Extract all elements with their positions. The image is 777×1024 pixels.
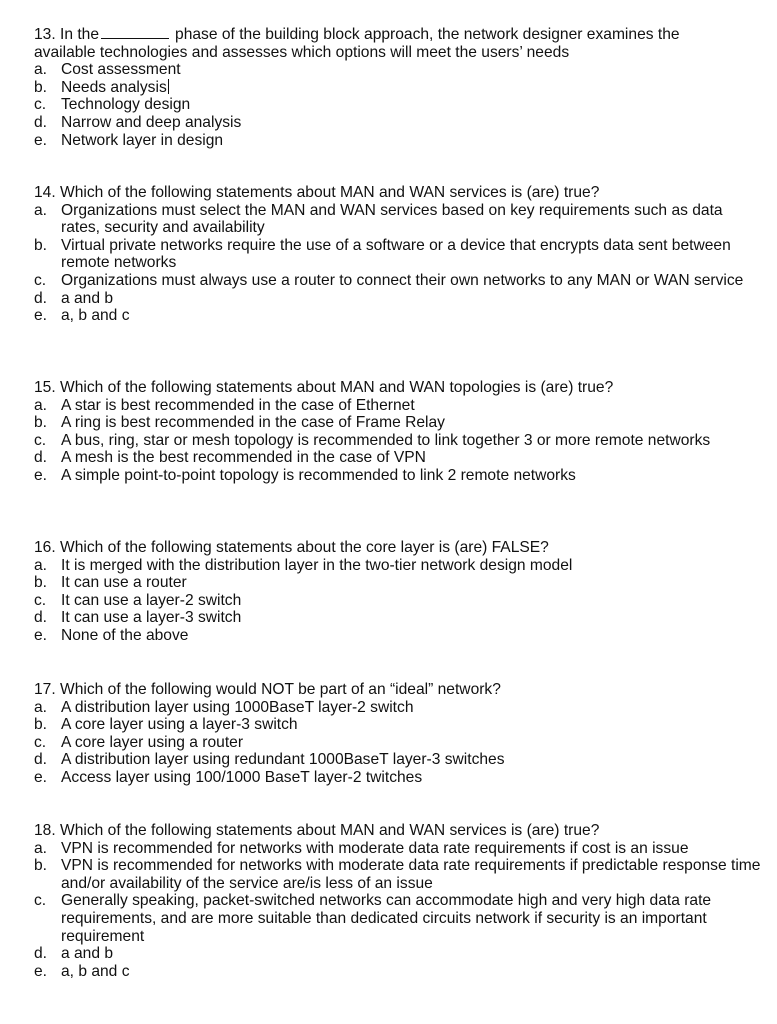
option-list	[34, 397, 764, 485]
question-stem: 14. Which of the following statements about MAN and WAN services is (are) true?	[34, 184, 600, 201]
option-text: It is merged with the distribution layer in the two-tier network design model	[61, 556, 573, 574]
option-text: Network layer in design	[61, 131, 224, 149]
question-14	[34, 184, 764, 325]
option-letter: c.	[34, 96, 47, 114]
option-letter: c.	[34, 733, 47, 751]
option-list	[34, 840, 764, 981]
option-e	[34, 769, 764, 787]
option-e	[34, 132, 764, 150]
answer-blank	[101, 25, 169, 39]
option-letter: e.	[34, 131, 48, 149]
option-d	[34, 290, 764, 308]
option-letter: b.	[34, 414, 48, 432]
option-list	[34, 202, 764, 325]
question-16	[34, 539, 764, 645]
option-a	[34, 557, 764, 575]
option-text: a, b and c	[61, 307, 130, 325]
option-letter: e.	[34, 962, 48, 980]
option-letter: a.	[34, 839, 48, 857]
option-text: VPN is recommended for networks with moderate data rate requirements if cost is an issue	[61, 839, 689, 857]
option-letter: c.	[34, 892, 47, 910]
option-text: a and b	[61, 289, 114, 307]
option-letter: c.	[34, 431, 47, 449]
option-a	[34, 699, 764, 717]
option-b	[34, 414, 764, 432]
question-18	[34, 822, 764, 980]
option-e	[34, 467, 764, 485]
option-letter: d.	[34, 751, 48, 769]
option-text: None of the above	[61, 626, 189, 644]
option-text: Cost assessment	[61, 61, 181, 79]
option-text: A star is best recommended in the case of Ethernet	[61, 396, 415, 414]
option-text: a and b	[61, 945, 114, 963]
option-list	[34, 699, 764, 787]
option-letter: c.	[34, 271, 47, 289]
question-stem-continued: available technologies and assesses which options will meet the users’ needs	[34, 43, 570, 61]
option-letter: b.	[34, 857, 48, 875]
option-e	[34, 963, 764, 981]
option-letter: d.	[34, 945, 48, 963]
option-a	[34, 202, 764, 237]
option-letter: e.	[34, 466, 48, 484]
option-text-value: Needs analysis	[61, 78, 167, 96]
option-text: VPN is recommended for networks with moderate data rate requirements if predictable response time and/or availability of the service are/is less of an issue	[61, 857, 761, 892]
option-text: A core layer using a layer-3 switch	[61, 716, 298, 734]
question-stem: 15. Which of the following statements about MAN and WAN topologies is (are) true?	[34, 379, 614, 396]
option-text: A simple point-to-point topology is recommended to link 2 remote networks	[61, 466, 576, 484]
question-13	[34, 25, 764, 149]
option-letter: a.	[34, 698, 48, 716]
text-cursor	[168, 79, 169, 94]
option-c	[34, 272, 764, 290]
option-b	[34, 237, 764, 272]
question-stem	[34, 25, 764, 44]
option-d	[34, 609, 764, 627]
option-b	[34, 574, 764, 592]
option-text: Technology design	[61, 96, 191, 114]
option-b	[34, 716, 764, 734]
option-letter: e.	[34, 626, 48, 644]
option-text: A core layer using a router	[61, 733, 244, 751]
option-letter: b.	[34, 78, 48, 96]
option-text: It can use a layer-3 switch	[61, 609, 242, 627]
option-text: Generally speaking, packet-switched networks can accommodate high and very high data rate requirements, and are more suitable than dedicated circuits network if security is an important requirement	[61, 892, 712, 945]
option-c	[34, 892, 764, 945]
option-a	[34, 61, 764, 79]
option-text: Organizations must select the MAN and WAN services based on key requirements such as data rates, security and availability	[61, 201, 723, 237]
option-text: Narrow and deep analysis	[61, 113, 242, 131]
option-d	[34, 449, 764, 467]
option-text: A distribution layer using redundant 1000BaseT layer-3 switches	[61, 751, 505, 769]
option-letter: d.	[34, 113, 48, 131]
option-a	[34, 840, 764, 858]
option-d	[34, 751, 764, 769]
option-letter: b.	[34, 574, 48, 592]
stem-text: 13. In the	[34, 26, 100, 43]
option-letter: a.	[34, 201, 48, 219]
option-text: It can use a layer-2 switch	[61, 591, 242, 609]
option-letter: d.	[34, 289, 48, 307]
option-c	[34, 592, 764, 610]
option-letter: d.	[34, 449, 48, 467]
option-letter: d.	[34, 609, 48, 627]
option-letter: a.	[34, 61, 48, 79]
option-text	[61, 79, 764, 97]
option-letter: a.	[34, 556, 48, 574]
option-text: Virtual private networks require the use of a software or a device that encrypts data sent between remote networks	[61, 236, 731, 272]
option-a	[34, 397, 764, 415]
option-letter: a.	[34, 396, 48, 414]
option-letter: b.	[34, 236, 48, 254]
option-text: A mesh is the best recommended in the case of VPN	[61, 449, 426, 467]
option-text: It can use a router	[61, 574, 187, 592]
option-text: A distribution layer using 1000BaseT layer-2 switch	[61, 698, 414, 716]
option-text: a, b and c	[61, 962, 130, 980]
option-letter: c.	[34, 591, 47, 609]
option-letter: b.	[34, 716, 48, 734]
option-text: A bus, ring, star or mesh topology is recommended to link together 3 or more remote networks	[61, 431, 711, 449]
question-stem: 18. Which of the following statements about MAN and WAN services is (are) true?	[34, 822, 600, 839]
option-d	[34, 114, 764, 132]
option-letter: e.	[34, 768, 48, 786]
question-17	[34, 681, 764, 787]
option-c	[34, 96, 764, 114]
option-c	[34, 432, 764, 450]
option-e	[34, 627, 764, 645]
option-e	[34, 307, 764, 325]
question-15	[34, 379, 764, 485]
stem-text: phase of the building block approach, the network designer examines the	[175, 26, 680, 43]
question-stem: 16. Which of the following statements about the core layer is (are) FALSE?	[34, 539, 549, 556]
option-text: A ring is best recommended in the case of Frame Relay	[61, 414, 445, 432]
option-text: Access layer using 100/1000 BaseT layer-2 twitches	[61, 768, 423, 786]
option-b	[34, 79, 764, 97]
option-d	[34, 945, 764, 963]
option-b	[34, 857, 764, 892]
option-letter: e.	[34, 307, 48, 325]
option-text: Organizations must always use a router to connect their own networks to any MAN or WAN service	[61, 271, 744, 289]
question-stem: 17. Which of the following would NOT be part of an “ideal” network?	[34, 681, 501, 698]
option-c	[34, 734, 764, 752]
option-list	[34, 557, 764, 645]
option-list	[34, 61, 764, 149]
